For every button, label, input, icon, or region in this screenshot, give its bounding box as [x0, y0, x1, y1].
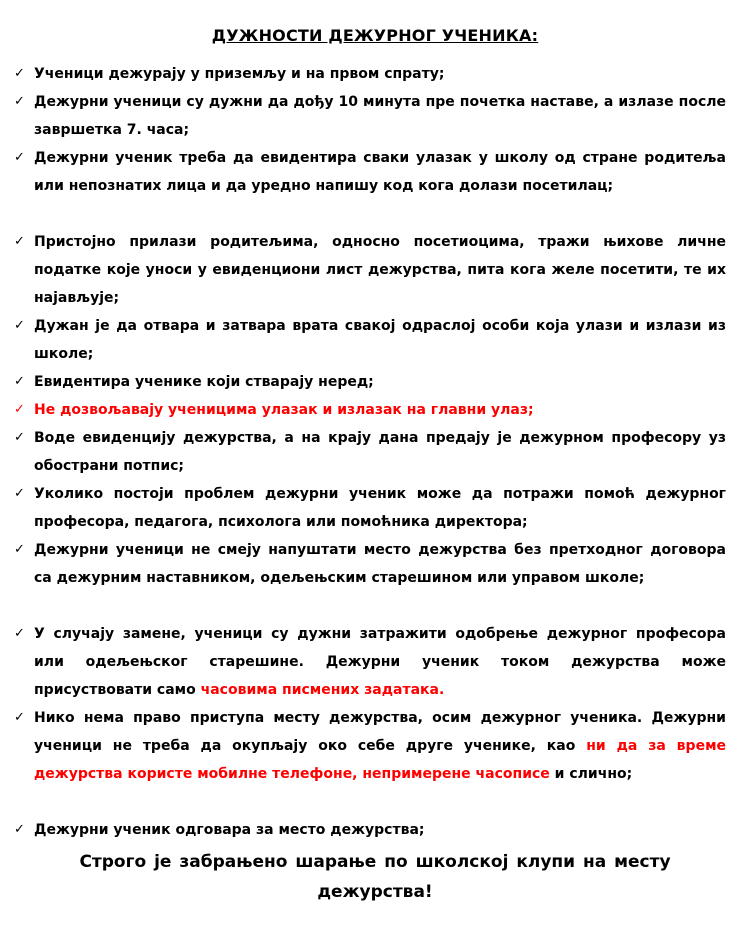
list-item-text: Пристојно прилази родитељима, односно посетиоцима, тражи њихове личне податке које уноси у евиденциони лист дежурства, пита кога желе посетити, те их најављује;	[34, 234, 726, 306]
list-item	[14, 368, 726, 396]
list-item	[14, 60, 726, 88]
list-item-text-part: Нико нема право приступа месту дежурства, осим дежурног ученика. Дежурни ученици не треба да окупљају око себе друге ученике, као	[34, 710, 726, 754]
list-item-highlighted	[14, 396, 726, 424]
checkmark-icon: ✓	[14, 402, 25, 417]
list-item	[14, 228, 726, 312]
checkmark-icon: ✓	[14, 710, 25, 725]
list-item-text: Евидентира ученике који стварају неред;	[34, 374, 374, 390]
list-item	[14, 620, 726, 704]
checkmark-icon: ✓	[14, 318, 25, 333]
checkmark-icon: ✓	[14, 430, 25, 445]
checkmark-icon: ✓	[14, 66, 25, 81]
list-item	[14, 816, 726, 844]
list-item-text-part: У случају замене, ученици су дужни затражити одобрење дежурног професора или одељењског старешине. Дежурни ученик током дежурства може присуствовати само	[34, 626, 726, 698]
checkmark-icon: ✓	[14, 626, 25, 641]
list-item-text: Дежурни ученици су дужни да дођу 10 минута пре почетка наставе, а излазе после завршетка 7. часа;	[34, 94, 726, 138]
checkmark-icon: ✓	[14, 94, 25, 109]
footer-line: дежурства!	[317, 882, 433, 902]
warning-footer	[20, 848, 730, 906]
list-item	[14, 424, 726, 480]
page-title: ДУЖНОСТИ ДЕЖУРНОГ УЧЕНИКА:	[211, 26, 539, 45]
list-item-text: Уколико постоји проблем дежурни ученик може да потражи помоћ дежурног професора, педагога, психолога или помоћника директора;	[34, 486, 726, 530]
list-item-text-red: ни да за време дежурства користе мобилне телефоне, непримерене часописе	[34, 738, 727, 782]
footer-line: Строго је забрањено шарање по школској клупи на месту	[79, 852, 671, 872]
list-item	[14, 312, 726, 368]
list-item	[14, 144, 726, 200]
list-item	[14, 480, 726, 536]
list-item	[14, 536, 726, 592]
list-item-text	[34, 704, 726, 788]
list-item-text: Дежурни ученик одговара за место дежурства;	[34, 822, 425, 838]
checkmark-icon: ✓	[14, 486, 25, 501]
checkmark-icon: ✓	[14, 542, 25, 557]
list-item-text: Дежурни ученици не смеју напуштати место дежурства без претходног договора са дежурним наставником, одељењским старешином или управом школе;	[34, 542, 726, 586]
list-item-text: Воде евиденцију дежурства, а на крају дана предају је дежурном професору уз обострани потпис;	[34, 430, 726, 474]
list-item-text: Не дозвољавају ученицима улазак и излазак на главни улаз;	[34, 402, 534, 418]
list-item-text-part: и слично;	[549, 766, 633, 782]
checkmark-icon: ✓	[14, 150, 25, 165]
checkmark-icon: ✓	[14, 374, 25, 389]
checkmark-icon: ✓	[14, 234, 25, 249]
checkmark-icon: ✓	[14, 822, 25, 837]
list-item-text: Ученици дежурају у приземљу и на првом спрату;	[34, 66, 445, 82]
list-item	[14, 88, 726, 144]
list-item-text: Дужан је да отвара и затвара врата свакој одраслој особи која улази и излази из школе;	[34, 318, 726, 362]
list-item-text: Дежурни ученик треба да евидентира сваки улазак у школу од стране родитеља или непознатих лица и да уредно напишу код кога долази посетилац;	[34, 150, 726, 194]
list-item-text	[34, 620, 726, 704]
list-item-text-red: часовима писмених задатака.	[200, 682, 445, 698]
list-item	[14, 704, 726, 788]
